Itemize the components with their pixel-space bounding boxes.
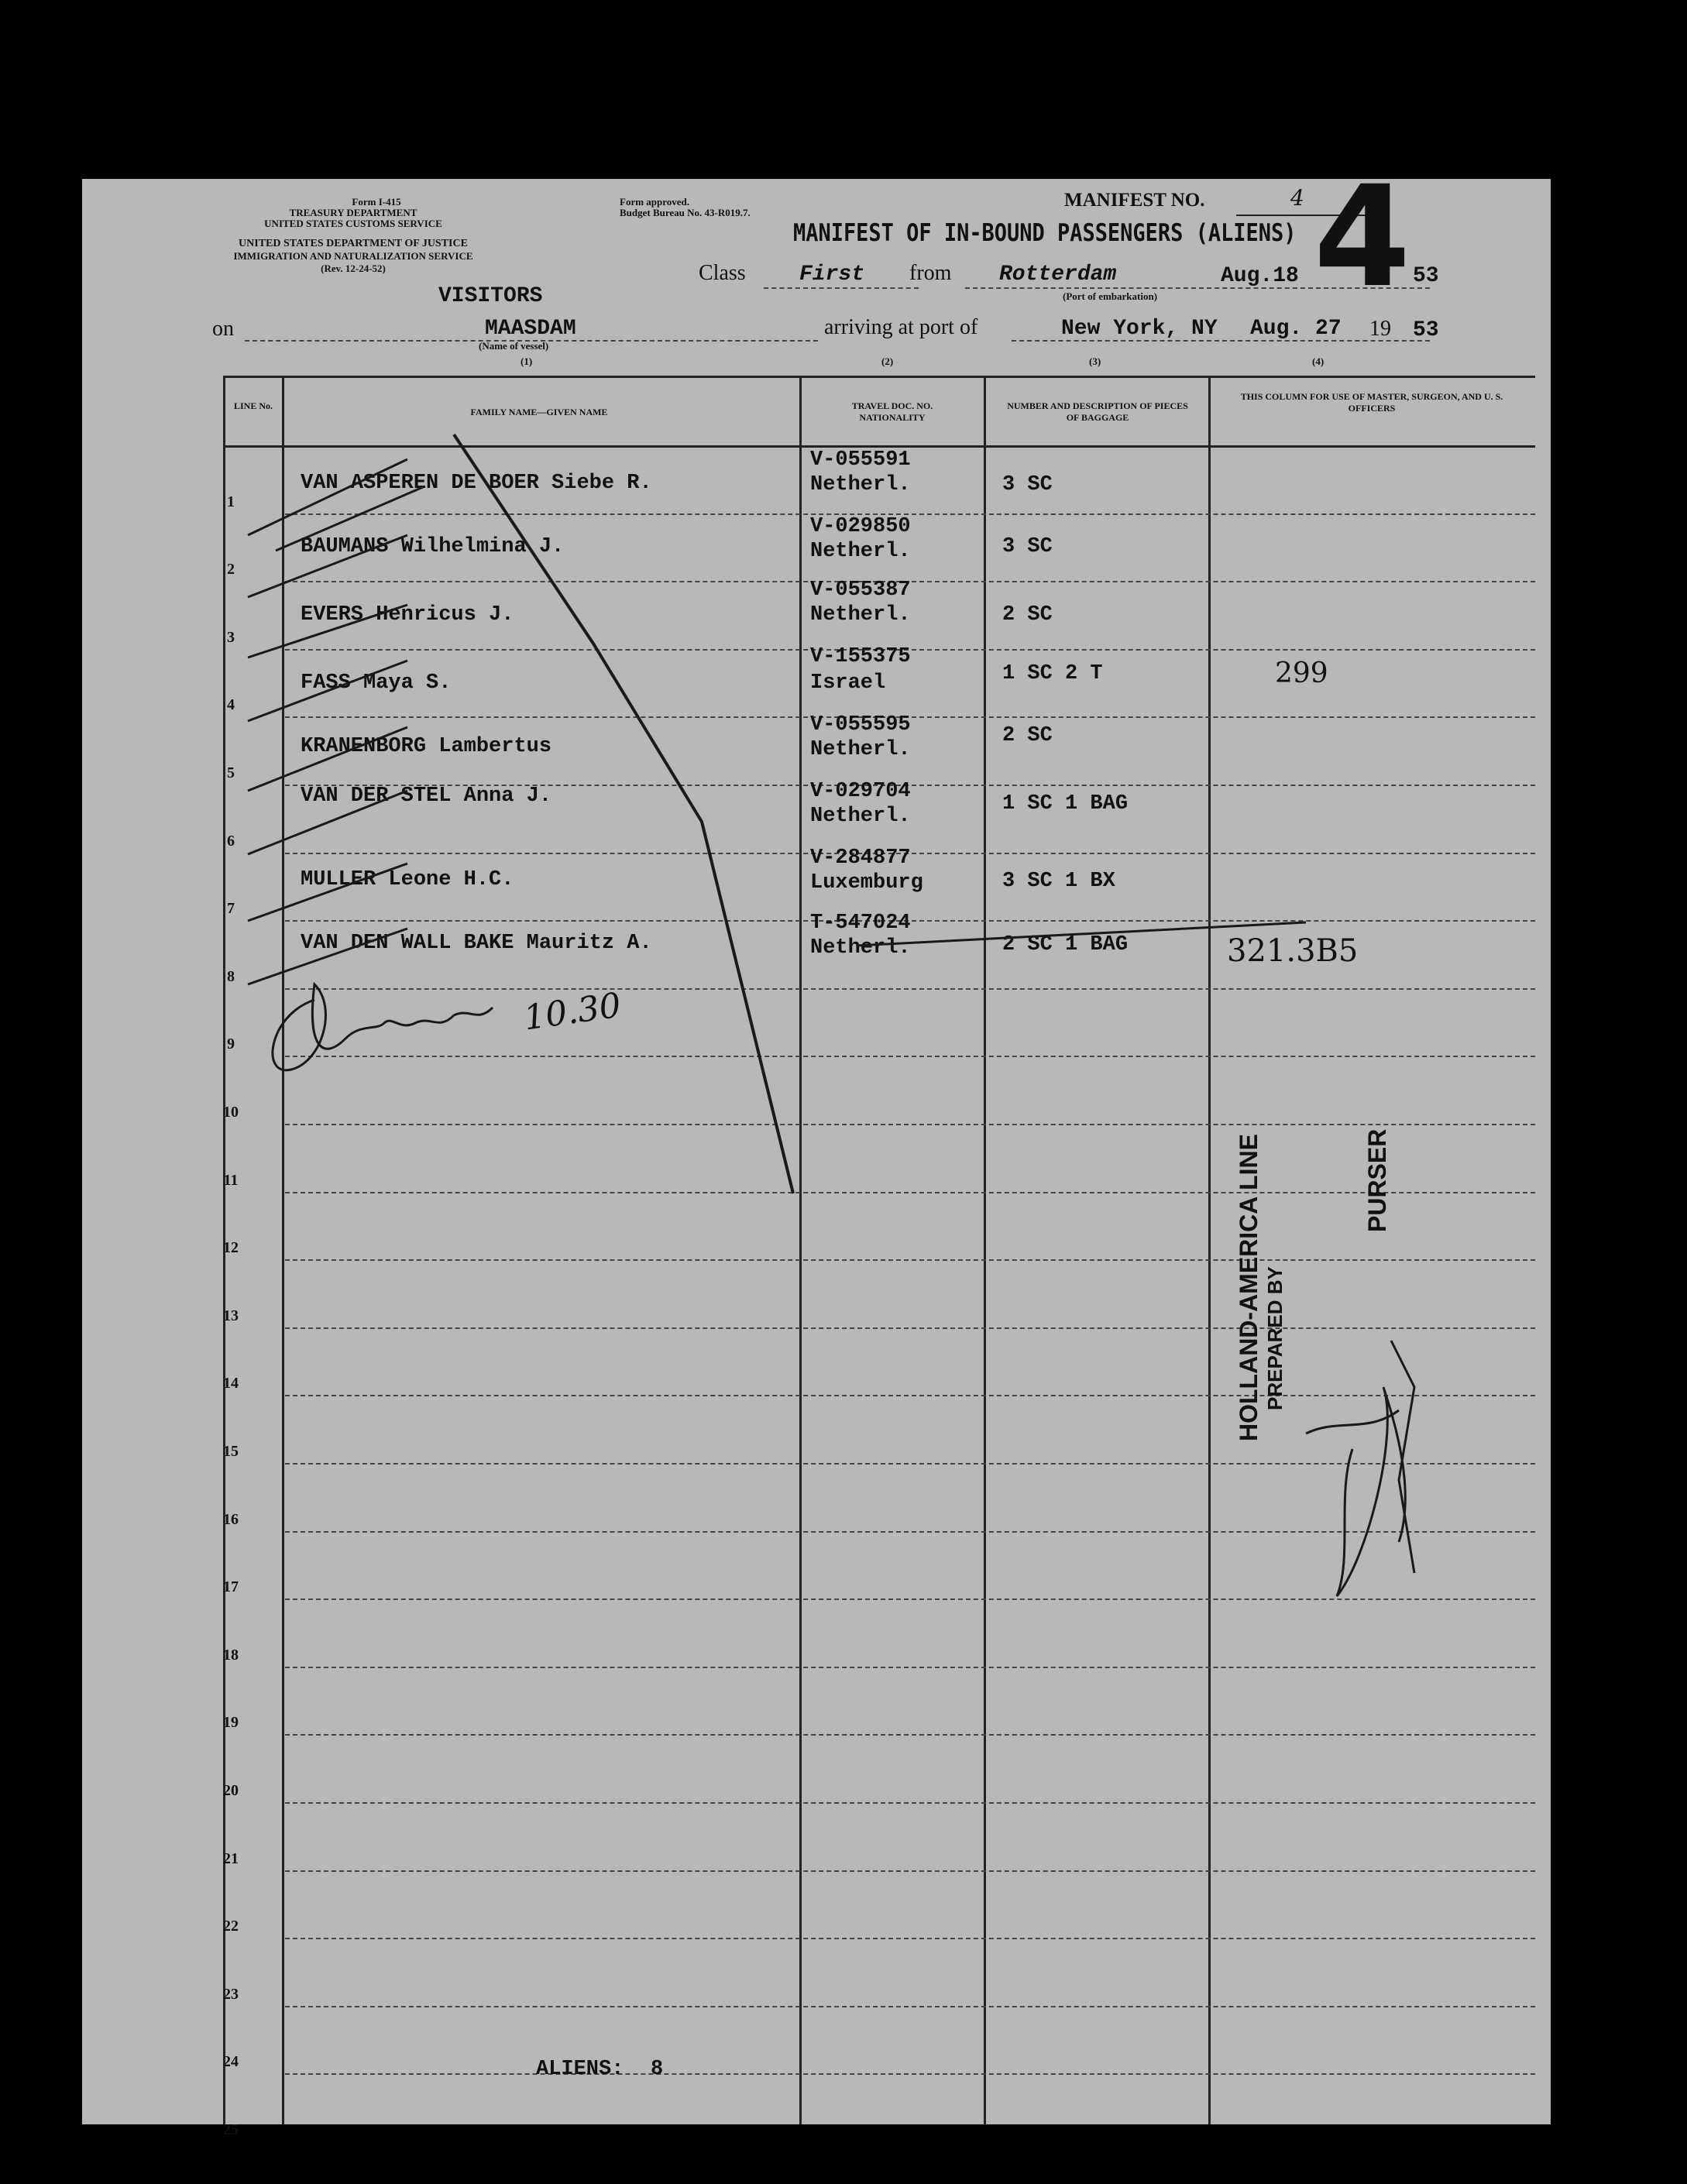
nationality: Netherl. [810, 473, 911, 496]
form-number: Form I-415 [352, 196, 401, 208]
officer-note: 299 [1275, 658, 1328, 689]
line-number: 5 [227, 764, 235, 781]
travel-doc-no: V-029704 [810, 780, 911, 803]
aliens-count: 8 [651, 2058, 664, 2081]
purser-signature [1306, 1341, 1414, 1596]
baggage: 1 SC 1 BAG [1002, 792, 1129, 816]
line-number: 3 [227, 628, 235, 646]
line-number: 22 [223, 1918, 239, 1935]
header-officers: THIS COLUMN FOR USE OF MASTER, SURGEON, AND U. S. OFFICERS [1240, 391, 1503, 414]
line-number: 4 [227, 696, 235, 714]
header-line-no: LINE No. [233, 400, 273, 411]
manifest-title: MANIFEST OF IN-BOUND PASSENGERS (ALIENS) [793, 219, 1297, 247]
nationality: Netherl. [810, 540, 911, 563]
line-number: 13 [223, 1307, 239, 1324]
passenger-name: MULLER Leone H.C. [301, 868, 514, 891]
check-mark [248, 605, 407, 658]
nationality: Netherl. [810, 936, 911, 960]
stamp-line: PREPARED BY [1263, 1266, 1287, 1410]
from-label: from [909, 261, 952, 285]
line-number: 12 [223, 1239, 239, 1257]
baggage: 3 SC [1002, 535, 1053, 558]
nationality: Netherl. [810, 603, 911, 627]
line-number: 8 [227, 967, 235, 985]
embark-caption: (Port of embarkation) [1063, 290, 1158, 302]
aliens-label: ALIENS: [536, 2058, 624, 2081]
passenger-name: BAUMANS Wilhelmina J. [301, 535, 565, 558]
passenger-name: EVERS Henricus J. [301, 603, 514, 627]
strike-line [857, 922, 1306, 946]
cancel-stroke [454, 434, 793, 1193]
class-value: First [799, 263, 865, 287]
passenger-name: VAN DEN WALL BAKE Mauritz A. [301, 932, 652, 955]
arrival-year-value: 53 [1413, 318, 1439, 342]
travel-doc-no: V-055591 [810, 448, 911, 472]
check-mark [248, 535, 407, 597]
header-doc: TRAVEL DOC. NO. NATIONALITY [851, 400, 933, 423]
line-number: 7 [227, 900, 235, 918]
baggage: 2 SC [1002, 603, 1053, 627]
line-number: 6 [227, 832, 235, 850]
check-mark [248, 864, 407, 921]
line-number: 11 [223, 1171, 239, 1189]
arriving-label: arriving at port of [824, 315, 978, 339]
vessel-caption: (Name of vessel) [479, 340, 549, 352]
header-baggage: NUMBER AND DESCRIPTION OF PIECES OF BAGGAGE [1007, 400, 1188, 423]
line-number: 10 [223, 1104, 239, 1121]
manifest-big-number: 4 [1314, 156, 1411, 318]
agency-line: IMMIGRATION AND NATURALIZATION SERVICE [233, 250, 473, 262]
line-number: 1 [227, 493, 235, 510]
column-number: (2) [881, 355, 894, 367]
nationality: Luxemburg [810, 871, 923, 895]
travel-doc-no: V-155375 [810, 645, 911, 668]
travel-doc-no: V-055387 [810, 579, 911, 602]
travel-doc-no: T-547024 [810, 912, 911, 935]
check-mark [248, 791, 407, 854]
line-number: 19 [223, 1714, 239, 1732]
line-number: 17 [223, 1578, 239, 1596]
handwritten-initials [273, 984, 493, 1070]
column-number: (4) [1312, 355, 1325, 367]
stamp-purser: PURSER [1363, 1128, 1391, 1232]
passenger-name: KRANENBORG Lambertus [301, 735, 552, 758]
line-number: 18 [223, 1646, 239, 1664]
visitors-label: VISITORS [438, 284, 543, 308]
manifest-no-value: 4 [1290, 185, 1304, 211]
handwriting-overlay [82, 179, 1551, 2124]
arrival-port-value: New York, NY [1061, 317, 1218, 341]
line-number: 23 [223, 1985, 239, 2003]
check-mark [248, 459, 423, 551]
passenger-name: VAN ASPEREN DE BOER Siebe R. [301, 472, 652, 495]
passenger-name: FASS Maya S. [301, 671, 452, 695]
check-mark [248, 727, 407, 791]
check-mark [248, 929, 407, 984]
baggage: 3 SC 1 BX [1002, 870, 1115, 893]
stamp-line: HOLLAND-AMERICA LINE [1235, 1134, 1263, 1441]
agency-line: TREASURY DEPARTMENT [289, 207, 417, 218]
line-number: 9 [227, 1035, 235, 1053]
column-number: (1) [521, 355, 533, 367]
baggage: 2 SC [1002, 724, 1053, 747]
manifest-no-label: MANIFEST NO. [1064, 190, 1205, 211]
approval-note: Form approved. [620, 196, 690, 208]
check-mark [248, 661, 407, 721]
handwritten-time: 10.30 [521, 985, 624, 1039]
class-label: Class [699, 261, 746, 285]
line-number: 15 [223, 1443, 239, 1460]
revision-date: (Rev. 12-24-52) [321, 263, 386, 274]
line-number: 20 [223, 1782, 239, 1799]
line-number: 21 [223, 1849, 239, 1867]
agency-line: UNITED STATES DEPARTMENT OF JUSTICE [239, 238, 468, 249]
column-number: (3) [1089, 355, 1101, 367]
agency-line: UNITED STATES CUSTOMS SERVICE [264, 218, 442, 229]
embark-date-value: Aug.18 [1221, 264, 1299, 288]
arrival-date-value: Aug. 27 [1250, 317, 1342, 341]
baggage: 2 SC 1 BAG [1002, 933, 1129, 956]
baggage: 1 SC 2 T [1002, 662, 1103, 685]
arrival-year-prefix: 19 [1369, 317, 1391, 341]
baggage: 3 SC [1002, 473, 1053, 496]
officer-note: 321.3B5 [1227, 933, 1359, 969]
line-number: 24 [223, 2053, 239, 2071]
approval-note: Budget Bureau No. 43-R019.7. [620, 207, 751, 218]
line-number: 16 [223, 1510, 239, 1528]
vessel-name: MAASDAM [485, 317, 576, 341]
nationality: Israel [810, 671, 886, 695]
line-number: 25 [223, 2121, 239, 2138]
travel-doc-no: V-055595 [810, 713, 911, 737]
on-label: on [212, 317, 234, 341]
travel-doc-no: V-029850 [810, 515, 911, 538]
nationality: Netherl. [810, 738, 911, 761]
nationality: Netherl. [810, 805, 911, 828]
header-name: FAMILY NAME—GIVEN NAME [470, 407, 608, 417]
manifest-sheet [82, 156, 1551, 2138]
embark-port-value: Rotterdam [999, 263, 1117, 287]
line-number: 2 [227, 561, 235, 579]
line-number: 14 [223, 1375, 239, 1392]
embark-year-value: 53 [1413, 264, 1439, 288]
passenger-name: VAN DER STEL Anna J. [301, 785, 552, 808]
travel-doc-no: V-284877 [810, 846, 911, 870]
